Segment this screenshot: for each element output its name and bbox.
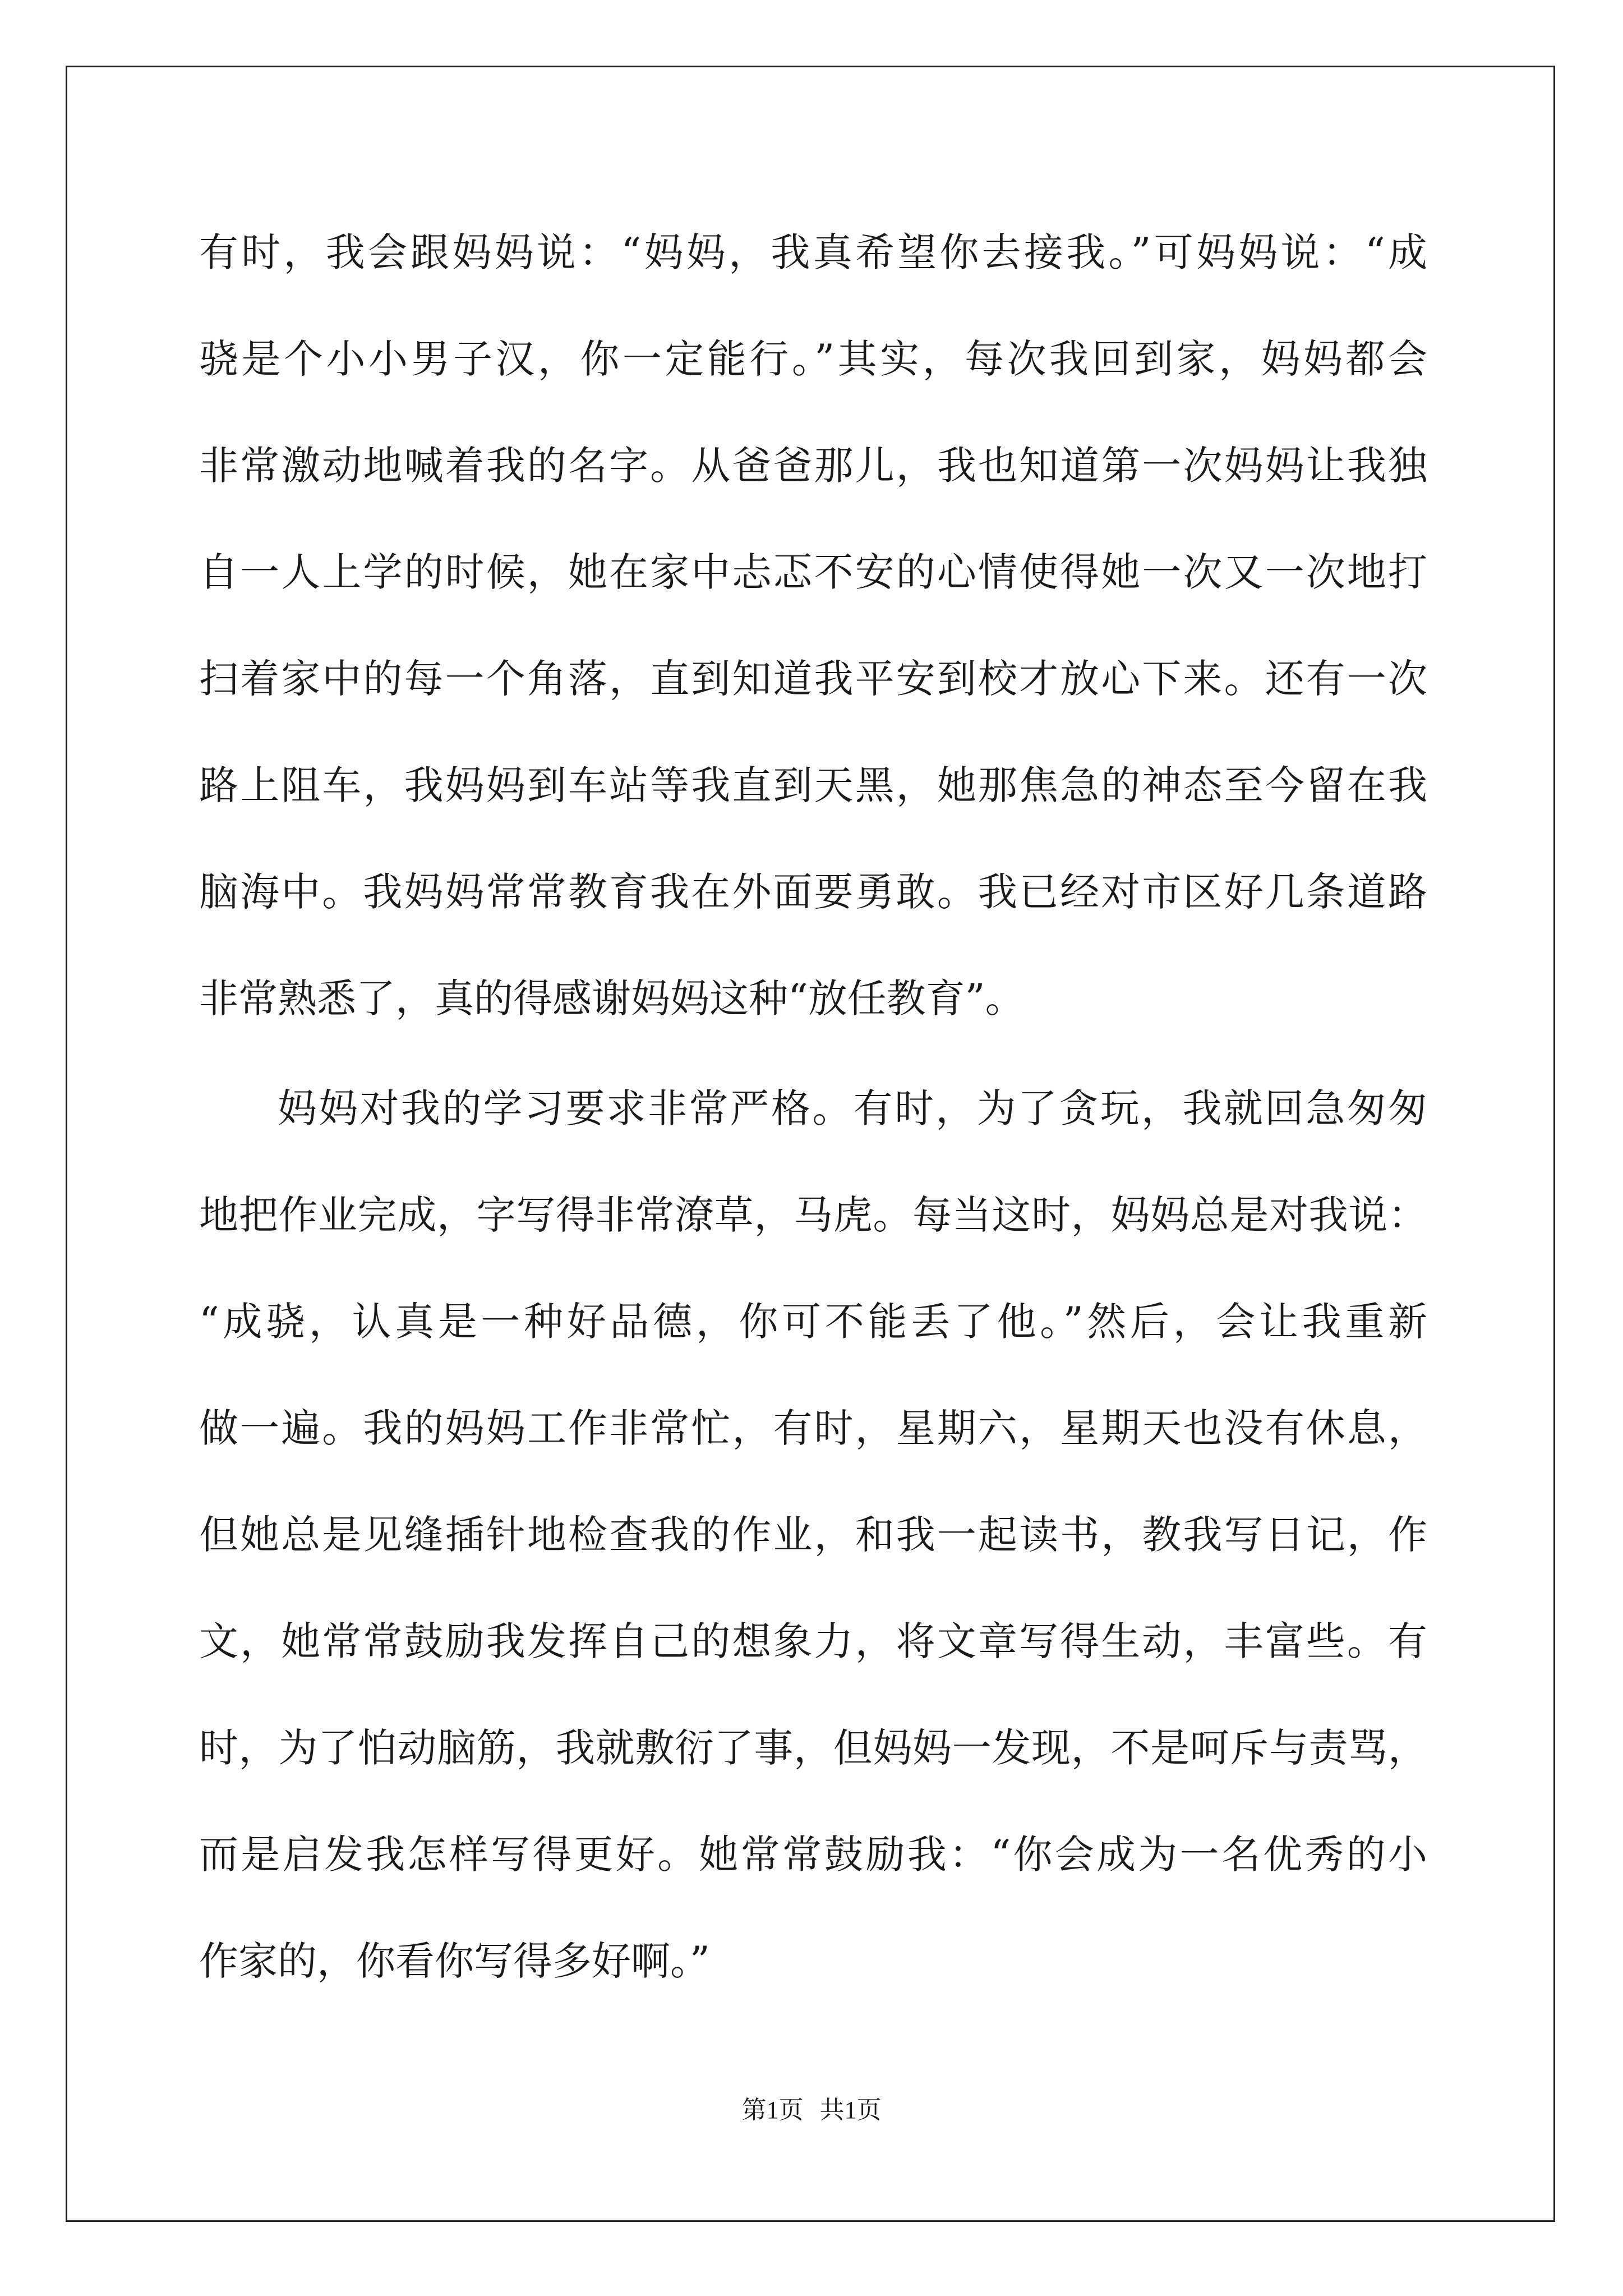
text-line: “成骁，认真是一种好品德，你可不能丢了他。”然后，会让我重新 — [199, 1299, 1427, 1345]
text-line: 而是启发我怎样写得更好。她常常鼓励我：“你会成为一名优秀的小 — [199, 1832, 1427, 1878]
text-line: 文，她常常鼓励我发挥自己的想象力，将文章写得生动，丰富些。有 — [199, 1618, 1427, 1664]
text-line: 但她总是见缝插针地检查我的作业，和我一起读书，教我写日记，作 — [199, 1512, 1427, 1558]
text-line: 做一遍。我的妈妈工作非常忙，有时，星期六，星期天也没有休息， — [199, 1405, 1427, 1451]
text-line: 脑海中。我妈妈常常教育我在外面要勇敢。我已经对市区好几条道路 — [199, 869, 1427, 915]
text-line: 非常熟悉了，真的得感谢妈妈这种“放任教育”。 — [199, 976, 1025, 1022]
text-line: 时，为了怕动脑筋，我就敷衍了事，但妈妈一发现，不是呵斥与责骂， — [199, 1725, 1427, 1771]
text-line: 骁是个小小男子汉，你一定能行。”其实，每次我回到家，妈妈都会 — [199, 336, 1427, 382]
paragraph-2 — [199, 1075, 1427, 2034]
page-number: 第1页 — [741, 2096, 804, 2124]
text-line: 妈妈对我的学习要求非常严格。有时，为了贪玩，我就回急匆匆 — [278, 1085, 1427, 1131]
text-line: 地把作业完成，字写得非常潦草，马虎。每当这时，妈妈总是对我说： — [199, 1192, 1427, 1238]
text-line: 作家的，你看你写得多好啊。” — [199, 1938, 710, 1984]
text-line: 路上阻车，我妈妈到车站等我直到天黑，她那焦急的神态至今留在我 — [199, 762, 1427, 808]
text-line: 非常激动地喊着我的名字。从爸爸那儿，我也知道第一次妈妈让我独 — [199, 443, 1427, 489]
text-line: 扫着家中的每一个角落，直到知道我平安到校才放心下来。还有一次 — [199, 656, 1427, 702]
text-line: 自一人上学的时候，她在家中忐忑不安的心情使得她一次又一次地打 — [199, 549, 1427, 595]
paragraph-1 — [199, 219, 1427, 1071]
document-body — [199, 219, 1427, 2034]
page-total: 共1页 — [819, 2096, 882, 2124]
page-footer — [0, 2090, 1623, 2125]
text-line: 有时，我会跟妈妈说：“妈妈，我真希望你去接我。”可妈妈说：“成 — [199, 229, 1427, 275]
